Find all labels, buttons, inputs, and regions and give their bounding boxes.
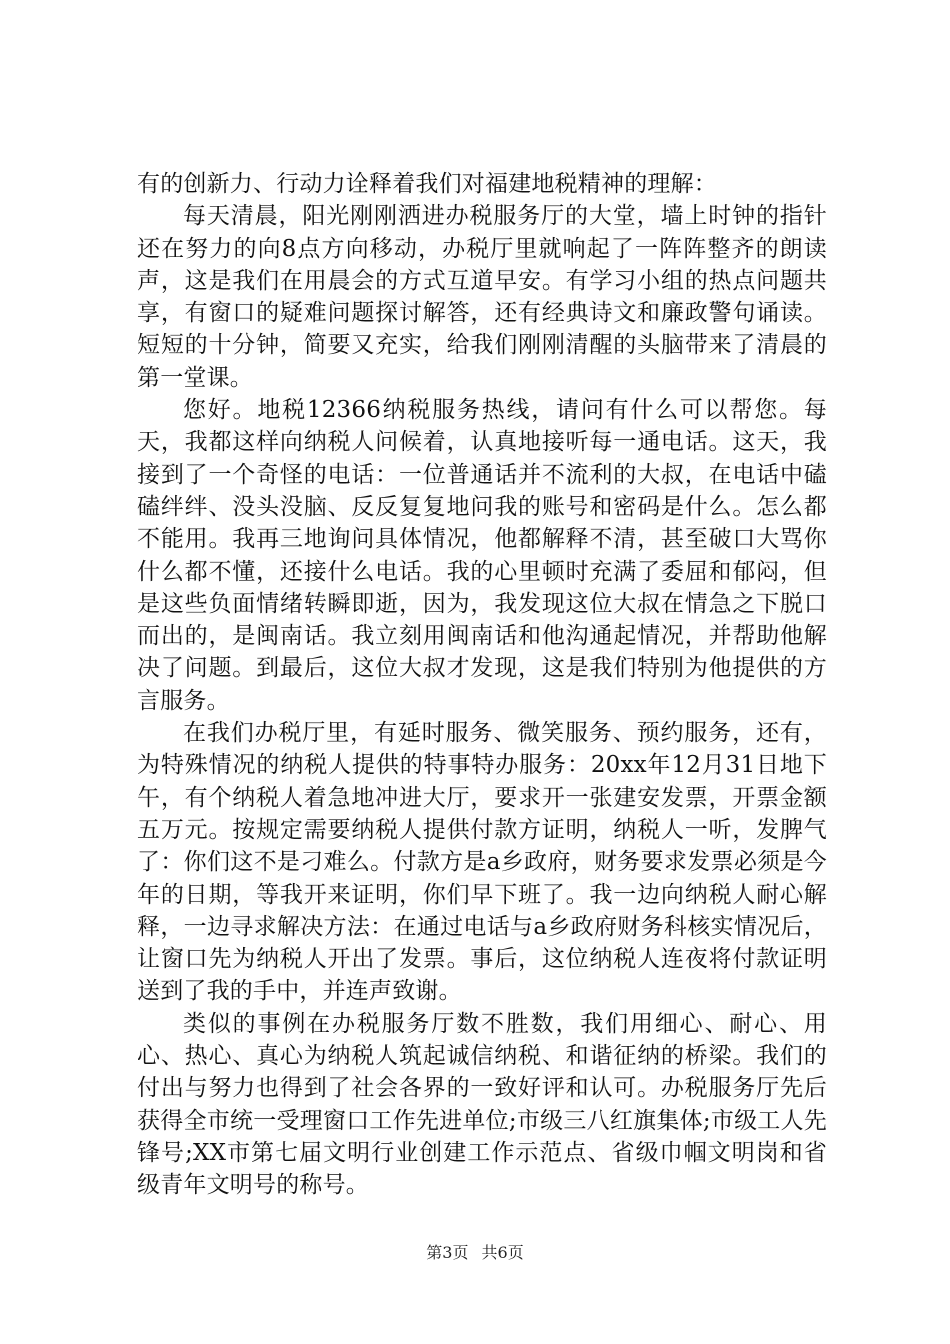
paragraph-2: 每天清晨，阳光刚刚洒进办税服务厅的大堂，墙上时钟的指针还在努力的向8点方向移动，办税厅里就响起了一阵阵整齐的朗读声，这是我们在用晨会的方式互道早安。有学习小组的热点问题共享，有窗口的疑难问题探讨解答，还有经典诗文和廉政警句诵读。短短的十分钟，简要又充实，给我们刚刚清醒的头脑带来了清晨的第一堂课。 xyxy=(137,203,827,391)
document-body xyxy=(137,168,827,1202)
paragraph-5: 类似的事例在办税服务厅数不胜数，我们用细心、耐心、用心、热心、真心为纳税人筑起诚信纳税、和谐征纳的桥梁。我们的付出与努力也得到了社会各界的一致好评和认可。办税服务厅先后获得全市统一受理窗口工作先进单位;市级三八红旗集体;市级工人先锋号;XX市第七届文明行业创建工作示范点、省级巾帼文明岗和省级青年文明号的称号。 xyxy=(137,1010,827,1199)
page-footer xyxy=(0,1243,950,1263)
paragraph-1: 有的创新力、行动力诠释着我们对福建地税精神的理解： xyxy=(137,171,717,197)
page-total: 共6页 xyxy=(481,1243,524,1262)
page-number: 第3页 xyxy=(426,1243,469,1262)
paragraph-4: 在我们办税厅里，有延时服务、微笑服务、预约服务，还有，为特殊情况的纳税人提供的特事特办服务：20xx年12月31日地下午，有个纳税人着急地冲进大厅，要求开一张建安发票，开票金额五万元。按规定需要纳税人提供付款方证明，纳税人一听，发脾气了：你们这不是刁难么。付款方是a乡政府，财务要求发票必须是今年的日期，等我开来证明，你们早下班了。我一边向纳税人耐心解释，一边寻求解决方法：在通过电话与a乡政府财务科核实情况后，让窗口先为纳税人开出了发票。事后，这位纳税人连夜将付款证明送到了我的手中，并连声致谢。 xyxy=(137,720,827,1005)
paragraph-3: 您好。地税12366纳税服务热线，请问有什么可以帮您。每天，我都这样向纳税人问候着，认真地接听每一通电话。这天，我接到了一个奇怪的电话：一位普通话并不流利的大叔，在电话中磕磕绊绊、没头没脑、反反复复地问我的账号和密码是什么。怎么都不能用。我再三地询问具体情况，他都解释不清，甚至破口大骂你什么都不懂，还接什么电话。我的心里顿时充满了委屈和郁闷，但是这些负面情绪转瞬即逝，因为，我发现这位大叔在情急之下脱口而出的，是闽南话。我立刻用闽南话和他沟通起情况，并帮助他解决了问题。到最后，这位大叔才发现，这是我们特别为他提供的方言服务。 xyxy=(137,397,827,714)
